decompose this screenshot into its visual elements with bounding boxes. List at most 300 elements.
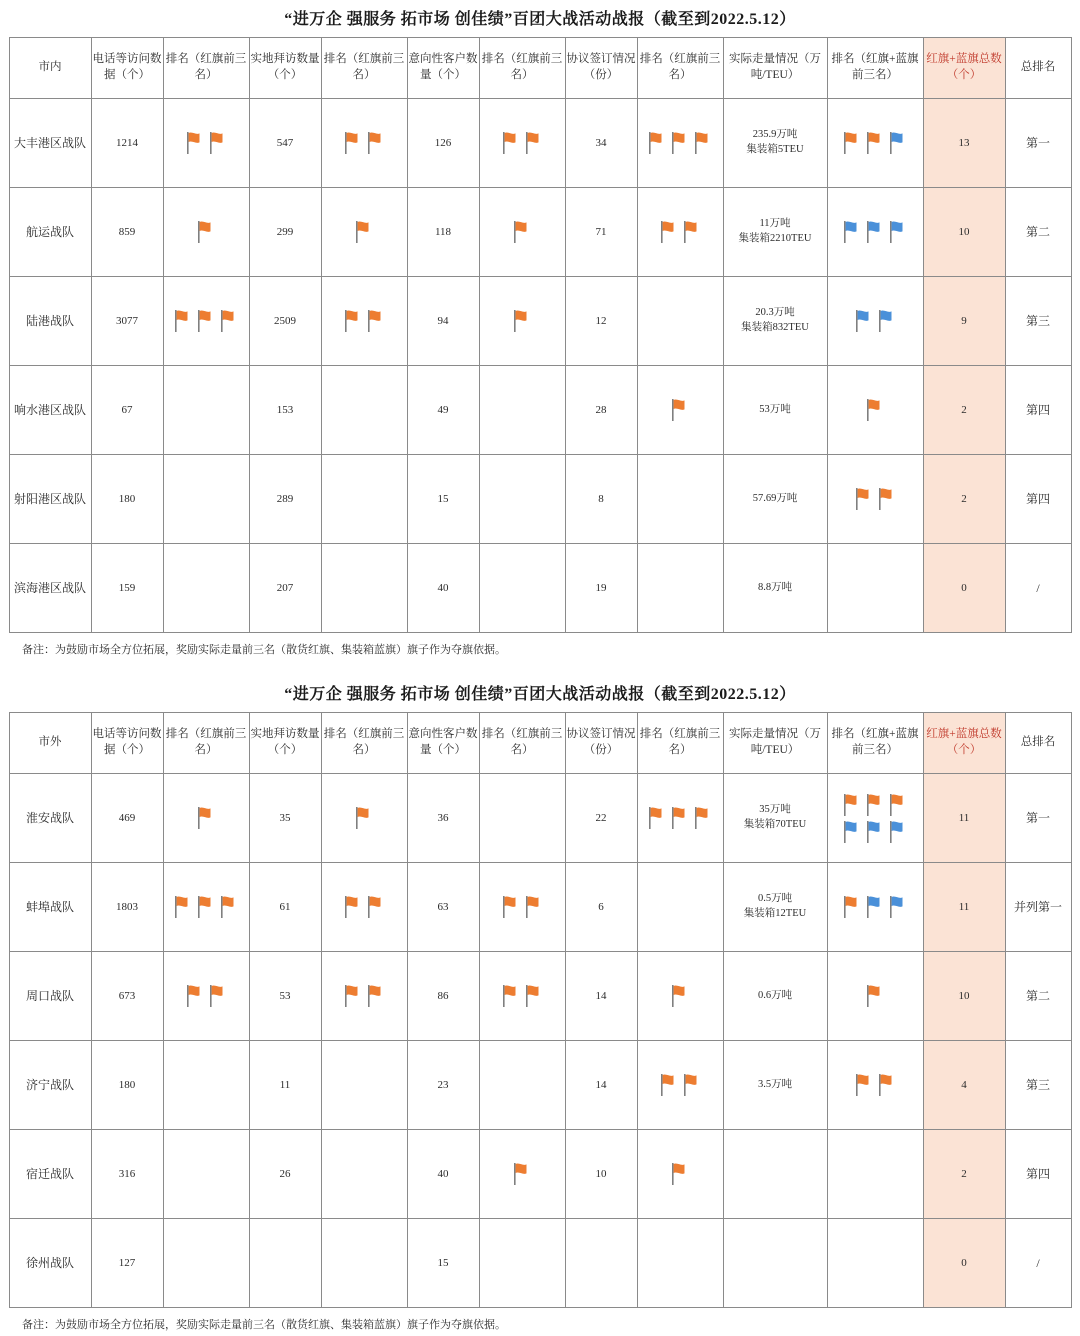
cell-volume	[723, 774, 827, 863]
flag-icon	[876, 1072, 898, 1098]
cell-text-line: 235.9万吨	[752, 129, 798, 141]
flag-icon	[365, 894, 387, 920]
flag-group	[481, 983, 564, 1009]
col-header-agreements: 协议签订情况（份）	[565, 38, 637, 99]
cell-visits: 61	[249, 863, 321, 952]
flag-icon	[172, 308, 194, 334]
cell-overall-rank: 第二	[1005, 952, 1071, 1041]
flag-icon	[646, 130, 668, 156]
cell-calls: 159	[91, 544, 163, 633]
col-header-visits-rank: 排名（红旗前三名）	[321, 713, 407, 774]
flag-icon	[342, 130, 364, 156]
col-header-volume: 实际走量情况（万吨/TEU）	[723, 713, 827, 774]
flag-group	[829, 486, 922, 512]
flag-icon	[692, 130, 714, 156]
cell-visits: 53	[249, 952, 321, 1041]
cell-calls: 67	[91, 366, 163, 455]
cell-calls: 3077	[91, 277, 163, 366]
col-header-region: 市外	[9, 713, 91, 774]
cell-text-line: 0.5万吨	[757, 893, 793, 905]
cell-agreements: 22	[565, 774, 637, 863]
flag-icon	[195, 805, 217, 831]
cell-overall-rank: /	[1005, 1219, 1071, 1308]
cell-team-name: 响水港区战队	[9, 366, 91, 455]
col-header-visits: 实地拜访数量（个）	[249, 713, 321, 774]
cell-intent: 15	[407, 455, 479, 544]
flag-group	[323, 219, 406, 245]
cell-calls: 1214	[91, 99, 163, 188]
cell-calls-rank-flags	[163, 1219, 249, 1308]
cell-calls: 859	[91, 188, 163, 277]
flag-group	[829, 308, 922, 334]
table-row	[9, 863, 1071, 952]
cell-intent: 36	[407, 774, 479, 863]
cell-team-name: 济宁战队	[9, 1041, 91, 1130]
flag-group	[323, 308, 406, 334]
cell-team-name: 大丰港区战队	[9, 99, 91, 188]
flag-icon	[646, 805, 668, 831]
cell-flag-total: 2	[923, 366, 1005, 455]
flag-icon	[195, 219, 217, 245]
cell-volume-rank-flags	[827, 774, 923, 863]
flag-group	[165, 805, 248, 831]
cell-flag-total: 0	[923, 1219, 1005, 1308]
col-header-flag-total: 红旗+蓝旗总数（个）	[923, 713, 1005, 774]
cell-calls-rank-flags	[163, 1130, 249, 1219]
table-body-2	[9, 774, 1071, 1308]
cell-calls: 316	[91, 1130, 163, 1219]
flag-group	[639, 219, 722, 245]
flag-icon	[669, 1161, 691, 1187]
cell-intent-rank-flags	[479, 99, 565, 188]
cell-intent: 40	[407, 544, 479, 633]
table-header-row	[9, 38, 1071, 99]
flag-icon	[184, 983, 206, 1009]
flag-icon	[218, 308, 240, 334]
cell-overall-rank: 第三	[1005, 277, 1071, 366]
flag-icon	[342, 894, 364, 920]
cell-text-line: 8.8万吨	[757, 581, 793, 593]
cell-text-line: 3.5万吨	[757, 1078, 793, 1090]
flag-icon	[841, 894, 863, 920]
flag-group	[829, 130, 922, 156]
flag-group	[639, 397, 722, 423]
cell-volume-rank-flags	[827, 952, 923, 1041]
cell-volume-rank-flags	[827, 455, 923, 544]
flag-icon	[864, 819, 886, 845]
flag-group	[323, 983, 406, 1009]
battle-report-table-1	[9, 37, 1072, 633]
cell-overall-rank: 并列第一	[1005, 863, 1071, 952]
cell-volume	[723, 544, 827, 633]
cell-visits-rank-flags	[321, 99, 407, 188]
flag-icon	[511, 219, 533, 245]
cell-agreements: 12	[565, 277, 637, 366]
cell-text-line: 35万吨	[759, 804, 791, 816]
flag-group	[165, 130, 248, 156]
report-section-domestic	[0, 0, 1080, 661]
cell-agreements-rank-flags	[637, 277, 723, 366]
cell-overall-rank: 第二	[1005, 188, 1071, 277]
cell-calls-rank-flags	[163, 952, 249, 1041]
flag-icon	[511, 308, 533, 334]
cell-intent: 40	[407, 1130, 479, 1219]
flag-group	[481, 894, 564, 920]
flag-group	[829, 397, 922, 423]
cell-intent-rank-flags	[479, 277, 565, 366]
flag-icon	[658, 219, 680, 245]
col-header-visits-rank: 排名（红旗前三名）	[321, 38, 407, 99]
table-row	[9, 1130, 1071, 1219]
cell-text-line: 53万吨	[759, 403, 791, 415]
cell-intent-rank-flags	[479, 952, 565, 1041]
flag-icon	[681, 1072, 703, 1098]
flag-icon	[658, 1072, 680, 1098]
col-header-calls: 电话等访问数据（个）	[91, 38, 163, 99]
cell-team-name: 周口战队	[9, 952, 91, 1041]
cell-intent: 15	[407, 1219, 479, 1308]
table-note: 备注：为鼓励市场全方位拓展，奖励实际走量前三名（散货红旗、集装箱蓝旗）旗子作为夺旗依据。	[22, 644, 506, 656]
flag-icon	[207, 983, 229, 1009]
flag-group	[639, 130, 722, 156]
cell-intent-rank-flags	[479, 366, 565, 455]
section-divider	[0, 661, 1080, 675]
flag-icon	[207, 130, 229, 156]
flag-icon	[841, 792, 863, 818]
cell-text-line: 集装箱12TEU	[743, 908, 807, 919]
cell-volume	[723, 952, 827, 1041]
flag-icon	[195, 308, 217, 334]
col-header-volume-rank: 排名（红旗+蓝旗前三名）	[827, 38, 923, 99]
cell-visits-rank-flags	[321, 774, 407, 863]
section-title: “进万企 强服务 拓市场 创佳绩”百团大战活动战报（截至到2022.5.12）	[284, 11, 796, 28]
cell-agreements-rank-flags	[637, 774, 723, 863]
flag-icon	[523, 894, 545, 920]
cell-agreements: 71	[565, 188, 637, 277]
cell-visits-rank-flags	[321, 544, 407, 633]
cell-volume	[723, 277, 827, 366]
cell-agreements-rank-flags	[637, 188, 723, 277]
cell-visits	[249, 1219, 321, 1308]
cell-visits: 547	[249, 99, 321, 188]
flag-icon	[887, 792, 909, 818]
cell-team-name: 滨海港区战队	[9, 544, 91, 633]
cell-team-name: 淮安战队	[9, 774, 91, 863]
col-header-overall-rank: 总排名	[1005, 713, 1071, 774]
flag-icon	[184, 130, 206, 156]
col-header-calls: 电话等访问数据（个）	[91, 713, 163, 774]
cell-volume	[723, 188, 827, 277]
flag-group	[639, 1161, 722, 1187]
flag-icon	[853, 486, 875, 512]
cell-volume	[723, 366, 827, 455]
cell-agreements-rank-flags	[637, 863, 723, 952]
cell-calls: 127	[91, 1219, 163, 1308]
col-header-intent-rank: 排名（红旗前三名）	[479, 713, 565, 774]
cell-text-line: 集装箱5TEU	[746, 144, 804, 155]
cell-visits: 26	[249, 1130, 321, 1219]
cell-team-name: 陆港战队	[9, 277, 91, 366]
flag-group	[165, 983, 248, 1009]
flag-icon	[887, 130, 909, 156]
flag-group	[481, 130, 564, 156]
flag-icon	[218, 894, 240, 920]
table-note: 备注：为鼓励市场全方位拓展，奖励实际走量前三名（散货红旗、集装箱蓝旗）旗子作为夺旗依据。	[22, 1319, 506, 1331]
col-header-volume-rank: 排名（红旗+蓝旗前三名）	[827, 713, 923, 774]
flag-icon	[172, 894, 194, 920]
cell-overall-rank: 第三	[1005, 1041, 1071, 1130]
cell-volume-rank-flags	[827, 1130, 923, 1219]
col-header-intent: 意向性客户数量（个）	[407, 38, 479, 99]
cell-volume-rank-flags	[827, 544, 923, 633]
cell-volume	[723, 455, 827, 544]
cell-calls-rank-flags	[163, 1041, 249, 1130]
cell-visits-rank-flags	[321, 1219, 407, 1308]
cell-overall-rank: 第一	[1005, 99, 1071, 188]
flag-group	[165, 894, 248, 920]
cell-intent: 49	[407, 366, 479, 455]
flag-icon	[864, 130, 886, 156]
flag-icon	[681, 219, 703, 245]
table-row	[9, 188, 1071, 277]
table-row	[9, 99, 1071, 188]
cell-agreements-rank-flags	[637, 99, 723, 188]
cell-text-line: 20.3万吨	[755, 307, 795, 319]
cell-agreements: 34	[565, 99, 637, 188]
flag-icon	[500, 130, 522, 156]
table-row	[9, 1219, 1071, 1308]
cell-volume-rank-flags	[827, 277, 923, 366]
flag-group	[829, 1072, 922, 1098]
flag-icon	[853, 1072, 875, 1098]
flag-icon	[876, 486, 898, 512]
cell-visits-rank-flags	[321, 366, 407, 455]
table-body-1	[9, 99, 1071, 633]
cell-calls-rank-flags	[163, 188, 249, 277]
cell-flag-total: 10	[923, 952, 1005, 1041]
cell-intent-rank-flags	[479, 863, 565, 952]
cell-team-name: 航运战队	[9, 188, 91, 277]
cell-visits-rank-flags	[321, 1041, 407, 1130]
flag-icon	[841, 219, 863, 245]
flag-icon	[864, 894, 886, 920]
cell-agreements-rank-flags	[637, 1130, 723, 1219]
col-header-volume: 实际走量情况（万吨/TEU）	[723, 38, 827, 99]
cell-calls-rank-flags	[163, 863, 249, 952]
report-section-external	[0, 675, 1080, 1336]
flag-group	[323, 805, 406, 831]
flag-icon	[365, 308, 387, 334]
cell-visits-rank-flags	[321, 277, 407, 366]
cell-visits-rank-flags	[321, 952, 407, 1041]
cell-agreements: 14	[565, 952, 637, 1041]
flag-group	[481, 219, 564, 245]
flag-group	[829, 894, 922, 920]
flag-icon	[853, 308, 875, 334]
flag-icon	[365, 130, 387, 156]
cell-agreements: 28	[565, 366, 637, 455]
col-header-agreements: 协议签订情况（份）	[565, 713, 637, 774]
cell-team-name: 宿迁战队	[9, 1130, 91, 1219]
cell-flag-total: 11	[923, 863, 1005, 952]
cell-intent: 94	[407, 277, 479, 366]
cell-agreements: 8	[565, 455, 637, 544]
flag-icon	[887, 894, 909, 920]
cell-visits: 299	[249, 188, 321, 277]
flag-icon	[342, 983, 364, 1009]
cell-calls: 469	[91, 774, 163, 863]
cell-text-line: 57.69万吨	[752, 492, 798, 504]
cell-calls: 673	[91, 952, 163, 1041]
table-row	[9, 774, 1071, 863]
cell-calls: 180	[91, 455, 163, 544]
flag-icon	[864, 397, 886, 423]
cell-volume	[723, 99, 827, 188]
cell-volume-rank-flags	[827, 188, 923, 277]
cell-text-line: 集装箱832TEU	[741, 322, 809, 333]
table-header-row	[9, 713, 1071, 774]
cell-agreements-rank-flags	[637, 1219, 723, 1308]
cell-agreements: 10	[565, 1130, 637, 1219]
cell-overall-rank: /	[1005, 544, 1071, 633]
cell-intent-rank-flags	[479, 1130, 565, 1219]
cell-visits: 11	[249, 1041, 321, 1130]
flag-group	[165, 219, 248, 245]
cell-team-name: 蚌埠战队	[9, 863, 91, 952]
battle-report-table-2	[9, 712, 1072, 1308]
cell-volume-rank-flags	[827, 863, 923, 952]
cell-calls-rank-flags	[163, 774, 249, 863]
cell-overall-rank: 第一	[1005, 774, 1071, 863]
flag-icon	[841, 130, 863, 156]
cell-agreements: 19	[565, 544, 637, 633]
cell-intent-rank-flags	[479, 188, 565, 277]
cell-calls: 180	[91, 1041, 163, 1130]
cell-agreements-rank-flags	[637, 544, 723, 633]
col-header-agreements-rank: 排名（红旗前三名）	[637, 713, 723, 774]
col-header-visits: 实地拜访数量（个）	[249, 38, 321, 99]
cell-overall-rank: 第四	[1005, 455, 1071, 544]
flag-icon	[876, 308, 898, 334]
flag-icon	[500, 983, 522, 1009]
cell-visits: 2509	[249, 277, 321, 366]
cell-calls-rank-flags	[163, 99, 249, 188]
flag-group	[639, 983, 722, 1009]
col-header-calls-rank: 排名（红旗前三名）	[163, 713, 249, 774]
cell-intent: 63	[407, 863, 479, 952]
table-row	[9, 952, 1071, 1041]
cell-intent: 118	[407, 188, 479, 277]
cell-flag-total: 2	[923, 455, 1005, 544]
cell-team-name: 射阳港区战队	[9, 455, 91, 544]
cell-flag-total: 0	[923, 544, 1005, 633]
cell-agreements: 6	[565, 863, 637, 952]
cell-text-line: 集装箱2210TEU	[738, 233, 812, 244]
cell-visits-rank-flags	[321, 1130, 407, 1219]
cell-flag-total: 4	[923, 1041, 1005, 1130]
cell-intent-rank-flags	[479, 455, 565, 544]
flag-group	[323, 130, 406, 156]
cell-flag-total: 2	[923, 1130, 1005, 1219]
cell-overall-rank: 第四	[1005, 366, 1071, 455]
col-header-flag-total: 红旗+蓝旗总数（个）	[923, 38, 1005, 99]
cell-volume	[723, 863, 827, 952]
cell-calls: 1803	[91, 863, 163, 952]
table-row	[9, 544, 1071, 633]
flag-icon	[523, 983, 545, 1009]
flag-group	[829, 219, 922, 245]
table-row	[9, 455, 1071, 544]
flag-icon	[841, 819, 863, 845]
flag-icon	[353, 805, 375, 831]
flag-group	[165, 308, 248, 334]
flag-group	[829, 983, 922, 1009]
section-title: “进万企 强服务 拓市场 创佳绩”百团大战活动战报（截至到2022.5.12）	[284, 686, 796, 703]
flag-icon	[887, 219, 909, 245]
cell-calls-rank-flags	[163, 544, 249, 633]
cell-calls-rank-flags	[163, 366, 249, 455]
flag-icon	[669, 983, 691, 1009]
cell-intent: 126	[407, 99, 479, 188]
cell-intent-rank-flags	[479, 774, 565, 863]
flag-group	[639, 1072, 722, 1098]
cell-intent-rank-flags	[479, 1041, 565, 1130]
flag-group	[839, 792, 911, 845]
cell-agreements-rank-flags	[637, 952, 723, 1041]
cell-intent: 23	[407, 1041, 479, 1130]
cell-text-line: 0.6万吨	[757, 989, 793, 1001]
cell-team-name: 徐州战队	[9, 1219, 91, 1308]
cell-intent: 86	[407, 952, 479, 1041]
cell-calls-rank-flags	[163, 455, 249, 544]
flag-icon	[365, 983, 387, 1009]
table-row	[9, 366, 1071, 455]
cell-volume	[723, 1219, 827, 1308]
flag-icon	[669, 130, 691, 156]
flag-icon	[511, 1161, 533, 1187]
cell-agreements	[565, 1219, 637, 1308]
flag-icon	[353, 219, 375, 245]
flag-icon	[523, 130, 545, 156]
cell-text-line: 11万吨	[759, 218, 791, 230]
cell-flag-total: 10	[923, 188, 1005, 277]
col-header-intent: 意向性客户数量（个）	[407, 713, 479, 774]
cell-visits: 35	[249, 774, 321, 863]
flag-icon	[669, 397, 691, 423]
cell-intent-rank-flags	[479, 544, 565, 633]
cell-volume-rank-flags	[827, 366, 923, 455]
cell-overall-rank: 第四	[1005, 1130, 1071, 1219]
flag-icon	[864, 983, 886, 1009]
cell-agreements-rank-flags	[637, 455, 723, 544]
cell-visits-rank-flags	[321, 863, 407, 952]
col-header-overall-rank: 总排名	[1005, 38, 1071, 99]
table-row	[9, 277, 1071, 366]
col-header-region: 市内	[9, 38, 91, 99]
col-header-intent-rank: 排名（红旗前三名）	[479, 38, 565, 99]
cell-volume	[723, 1041, 827, 1130]
cell-agreements-rank-flags	[637, 1041, 723, 1130]
cell-volume-rank-flags	[827, 1219, 923, 1308]
table-row	[9, 1041, 1071, 1130]
col-header-agreements-rank: 排名（红旗前三名）	[637, 38, 723, 99]
flag-group	[481, 1161, 564, 1187]
flag-icon	[887, 819, 909, 845]
flag-icon	[864, 219, 886, 245]
cell-visits: 153	[249, 366, 321, 455]
flag-icon	[342, 308, 364, 334]
flag-icon	[692, 805, 714, 831]
